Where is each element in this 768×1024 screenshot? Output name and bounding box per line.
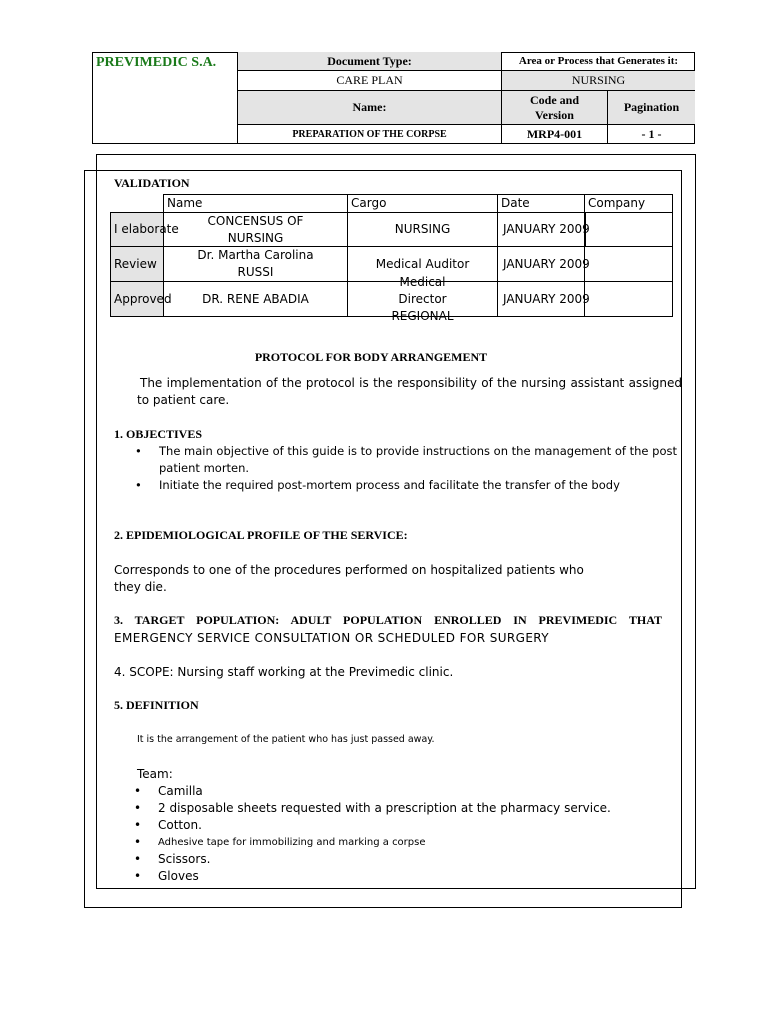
pagination-label: Pagination [607,90,695,124]
name-label: Name: [237,90,501,124]
bullet-icon: • [134,784,142,798]
bullet-icon: • [135,478,142,492]
bullet-icon: • [134,835,142,849]
code-label: Code and Version [501,90,607,124]
bullet-icon: • [134,801,142,815]
bullet-icon: • [134,818,142,832]
validation-cargo: Medical Auditor [347,246,498,282]
column-header-date: Date [497,194,585,213]
validation-company [584,246,673,282]
list-item: • Scissors. [134,852,211,866]
definition-text: It is the arrangement of the patient who has just passed away. [137,734,435,745]
team-label: Team: [137,767,173,781]
code-value: MRP4-001 [501,124,607,144]
document-type-value: CARE PLAN [237,70,501,90]
epidemiological-heading: 2. EPIDEMIOLOGICAL PROFILE OF THE SERVICE: [114,528,408,542]
column-header-company: Company [584,194,673,213]
target-text: EMERGENCY SERVICE CONSULTATION OR SCHEDULED FOR SURGERY [114,631,550,645]
definition-heading: 5. DEFINITION [114,698,199,712]
validation-cargo: Medical Director REGIONAL [347,281,498,317]
validation-cargo: NURSING [347,212,498,247]
list-item: • Gloves [134,869,199,883]
document-type-label: Document Type: [237,52,501,70]
document-header [92,52,695,144]
validation-name: DR. RENE ABADIA [163,281,348,317]
company-name: PREVIMEDIC S.A. [96,55,217,70]
objectives-heading: 1. OBJECTIVES [114,427,203,441]
bullet-icon: • [134,852,142,866]
validation-company [584,281,673,317]
validation-table [110,194,673,323]
column-header-cargo: Cargo [347,194,498,213]
column-header-name: Name [163,194,348,213]
validation-title: VALIDATION [114,176,190,190]
validation-date: JANUARY 2009 [497,246,585,282]
company-cell [584,212,673,247]
validation-name: CONCENSUS OF NURSING [163,212,348,247]
list-item: • 2 disposable sheets requested with a prescription at the pharmacy service. [134,801,611,815]
list-item: • The main objective of this guide is to provide instructions on the management of the post patient morten. [135,444,677,475]
area-value: NURSING [501,70,695,90]
area-label: Area or Process that Generates it: [501,52,695,70]
list-item: • Adhesive tape for immobilizing and marking a corpse [134,835,426,849]
bullet-icon: • [135,444,142,458]
team-list [134,783,674,885]
validation-role: Approved [110,281,164,317]
document-name-value: PREPARATION OF THE CORPSE [237,124,501,144]
validation-date: JANUARY 2009 [497,212,585,247]
objectives-list [135,443,687,494]
protocol-intro: The implementation of the protocol is the responsibility of the nursing assistant assigned to patient care. [137,376,682,407]
target-heading: 3. TARGET POPULATION: ADULT POPULATION ENROLLED IN PREVIMEDIC THAT [114,613,662,627]
scope-text: 4. SCOPE: Nursing staff working at the Previmedic clinic. [114,665,454,679]
list-item: • Camilla [134,784,203,798]
validation-name: Dr. Martha Carolina RUSSI [163,246,348,282]
validation-date: JANUARY 2009 [497,281,585,317]
bullet-icon: • [134,869,142,883]
epidemiological-text: Corresponds to one of the procedures performed on hospitalized patients who they die. [114,563,584,594]
protocol-title: PROTOCOL FOR BODY ARRANGEMENT [254,350,488,364]
validation-role: Review [110,246,164,282]
validation-role: I elaborate [110,212,164,247]
pagination-value: - 1 - [607,124,695,144]
list-item: • Cotton. [134,818,202,832]
list-item: • Initiate the required post-mortem process and facilitate the transfer of the body [135,478,620,492]
